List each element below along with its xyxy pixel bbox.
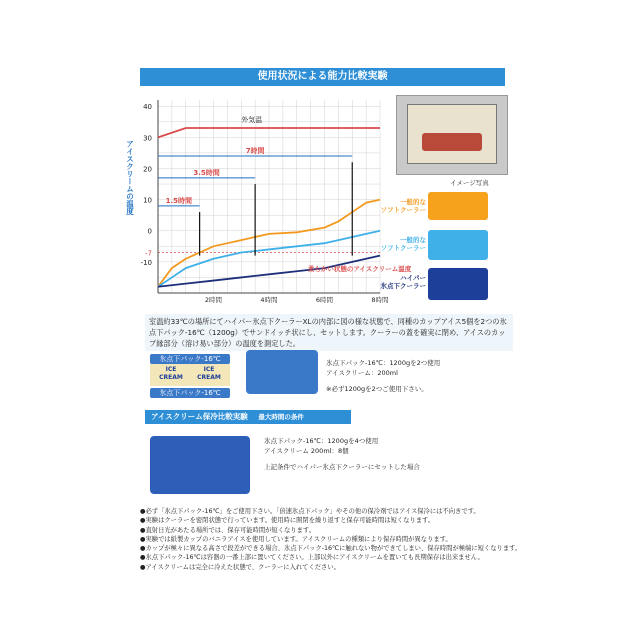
pack2-note2: アイスクリーム 200ml：8個	[264, 447, 349, 455]
pack1-note1: 氷点下パック-16℃：1200gを2つ使用	[326, 359, 441, 367]
ice-cream-row	[150, 364, 230, 386]
y-tick-label: 40	[143, 103, 152, 112]
y-tick-label: 30	[143, 134, 152, 143]
x-tick-label: 8時間	[371, 296, 389, 304]
section2-title: アイスクリーム保冷比較実験	[151, 412, 248, 421]
pack1-note3: ※必ず1200gを2つご使用下さい。	[326, 385, 428, 393]
y-tick-label: 10	[143, 196, 152, 205]
pack2-note1: 氷点下パック-16℃：1200gを4つ使用	[264, 437, 379, 445]
right-label-soft-blue: 一般的な ソフトクーラー	[380, 236, 426, 252]
notes-list	[140, 507, 522, 572]
right-label-hyper: ハイパー 氷点下クーラー	[380, 274, 426, 290]
note-item: ●直射日光があたる場所では、保存可能時間が短くなります。	[140, 526, 316, 534]
cooler-photo	[396, 95, 508, 175]
note-item: ●氷点下パック-16℃は容器の一番上部に置いてください。上部以外にアイスクリームを置いても長期保存は出来ません。	[140, 554, 484, 562]
pack-3d-illustration	[246, 350, 318, 394]
ice-cream-label: ICE CREAM	[197, 366, 221, 381]
pack2-note3: 上記条件でハイパー氷点下クーラーにセットした場合	[264, 463, 420, 471]
section2-subtitle: 最大時間の条件	[258, 413, 304, 421]
ice-cream-label: ICE CREAM	[159, 366, 183, 381]
soft-cooler-blue-icon	[428, 230, 488, 260]
x-tick-label: 2時間	[204, 296, 223, 304]
pack-bottom-label: 氷点下パック-16℃	[150, 388, 230, 398]
pack-top-label: 氷点下パック-16℃	[150, 354, 230, 364]
duration-3-5h-label: 3.5時間	[193, 168, 220, 177]
soft-cooler-orange-icon	[428, 192, 488, 220]
right-label-soft-orange: 一般的な ソフトクーラー	[380, 198, 426, 214]
note-item: ●実験では紙製カップのバニラアイスを使用しています。アイスクリームの種類により保存時間が異なります。	[140, 535, 452, 543]
reference-label: -7	[145, 249, 152, 258]
note-item: ●アイスクリームは完全に冷えた状態で、クーラーに入れてください。	[140, 563, 340, 571]
x-tick-label: 4時間	[260, 296, 278, 304]
y-axis-label: アイスクリームの温度	[125, 140, 135, 215]
hyper-cooler-icon	[428, 268, 488, 300]
experiment-description: 室温約33℃の場所にてハイパー氷点下クーラーXLの内部に図の様な状態で、同種のカップアイス5個を2つの氷点下パック-16℃（1200g）でサンドイッチ状にし、セットします。クーラーの蓋を確実に閉め、アイスのカップ縁部分（溶け易い部分）の温度を測定した。	[145, 314, 513, 351]
pack2-illustration	[150, 436, 250, 494]
x-tick-label: 6時間	[315, 296, 334, 304]
photo-caption: イメージ写真	[450, 179, 489, 187]
header-title: 使用状況による能力比較実験	[257, 71, 388, 82]
duration-7h-label: 7時間	[245, 147, 265, 156]
note-item: ●実験はクーラーを密閉状態で行っています。使用時に開閉を繰り返すと保存可能時間は短くなります。	[140, 517, 435, 525]
section2-header	[145, 410, 351, 424]
note-item: ●カップが極々に異なる高さで段差ができる場合、氷点下パック-16℃に触れない物ができてしまい、保存時間が極端に短くなります。	[140, 545, 522, 553]
y-tick-label: 0	[147, 227, 152, 236]
outside-temp-label: 外気温	[241, 115, 263, 124]
note-item: ●必ず「氷点下パック-16℃」をご使用下さい。「倍速氷点下パック」やその他の保冷剤ではアイス保冷には不向きです。	[140, 508, 480, 515]
y-tick-label: -10	[140, 258, 152, 267]
ice-cups-icon	[422, 133, 482, 151]
photo-inner	[407, 104, 497, 164]
soft-state-label: 柔らかい状態のアイスクリーム温度	[307, 265, 412, 274]
duration-1-5h-label: 1.5時間	[165, 196, 193, 205]
y-tick-label: 20	[143, 165, 152, 174]
pack1-note2: アイスクリーム：200ml	[326, 369, 398, 377]
